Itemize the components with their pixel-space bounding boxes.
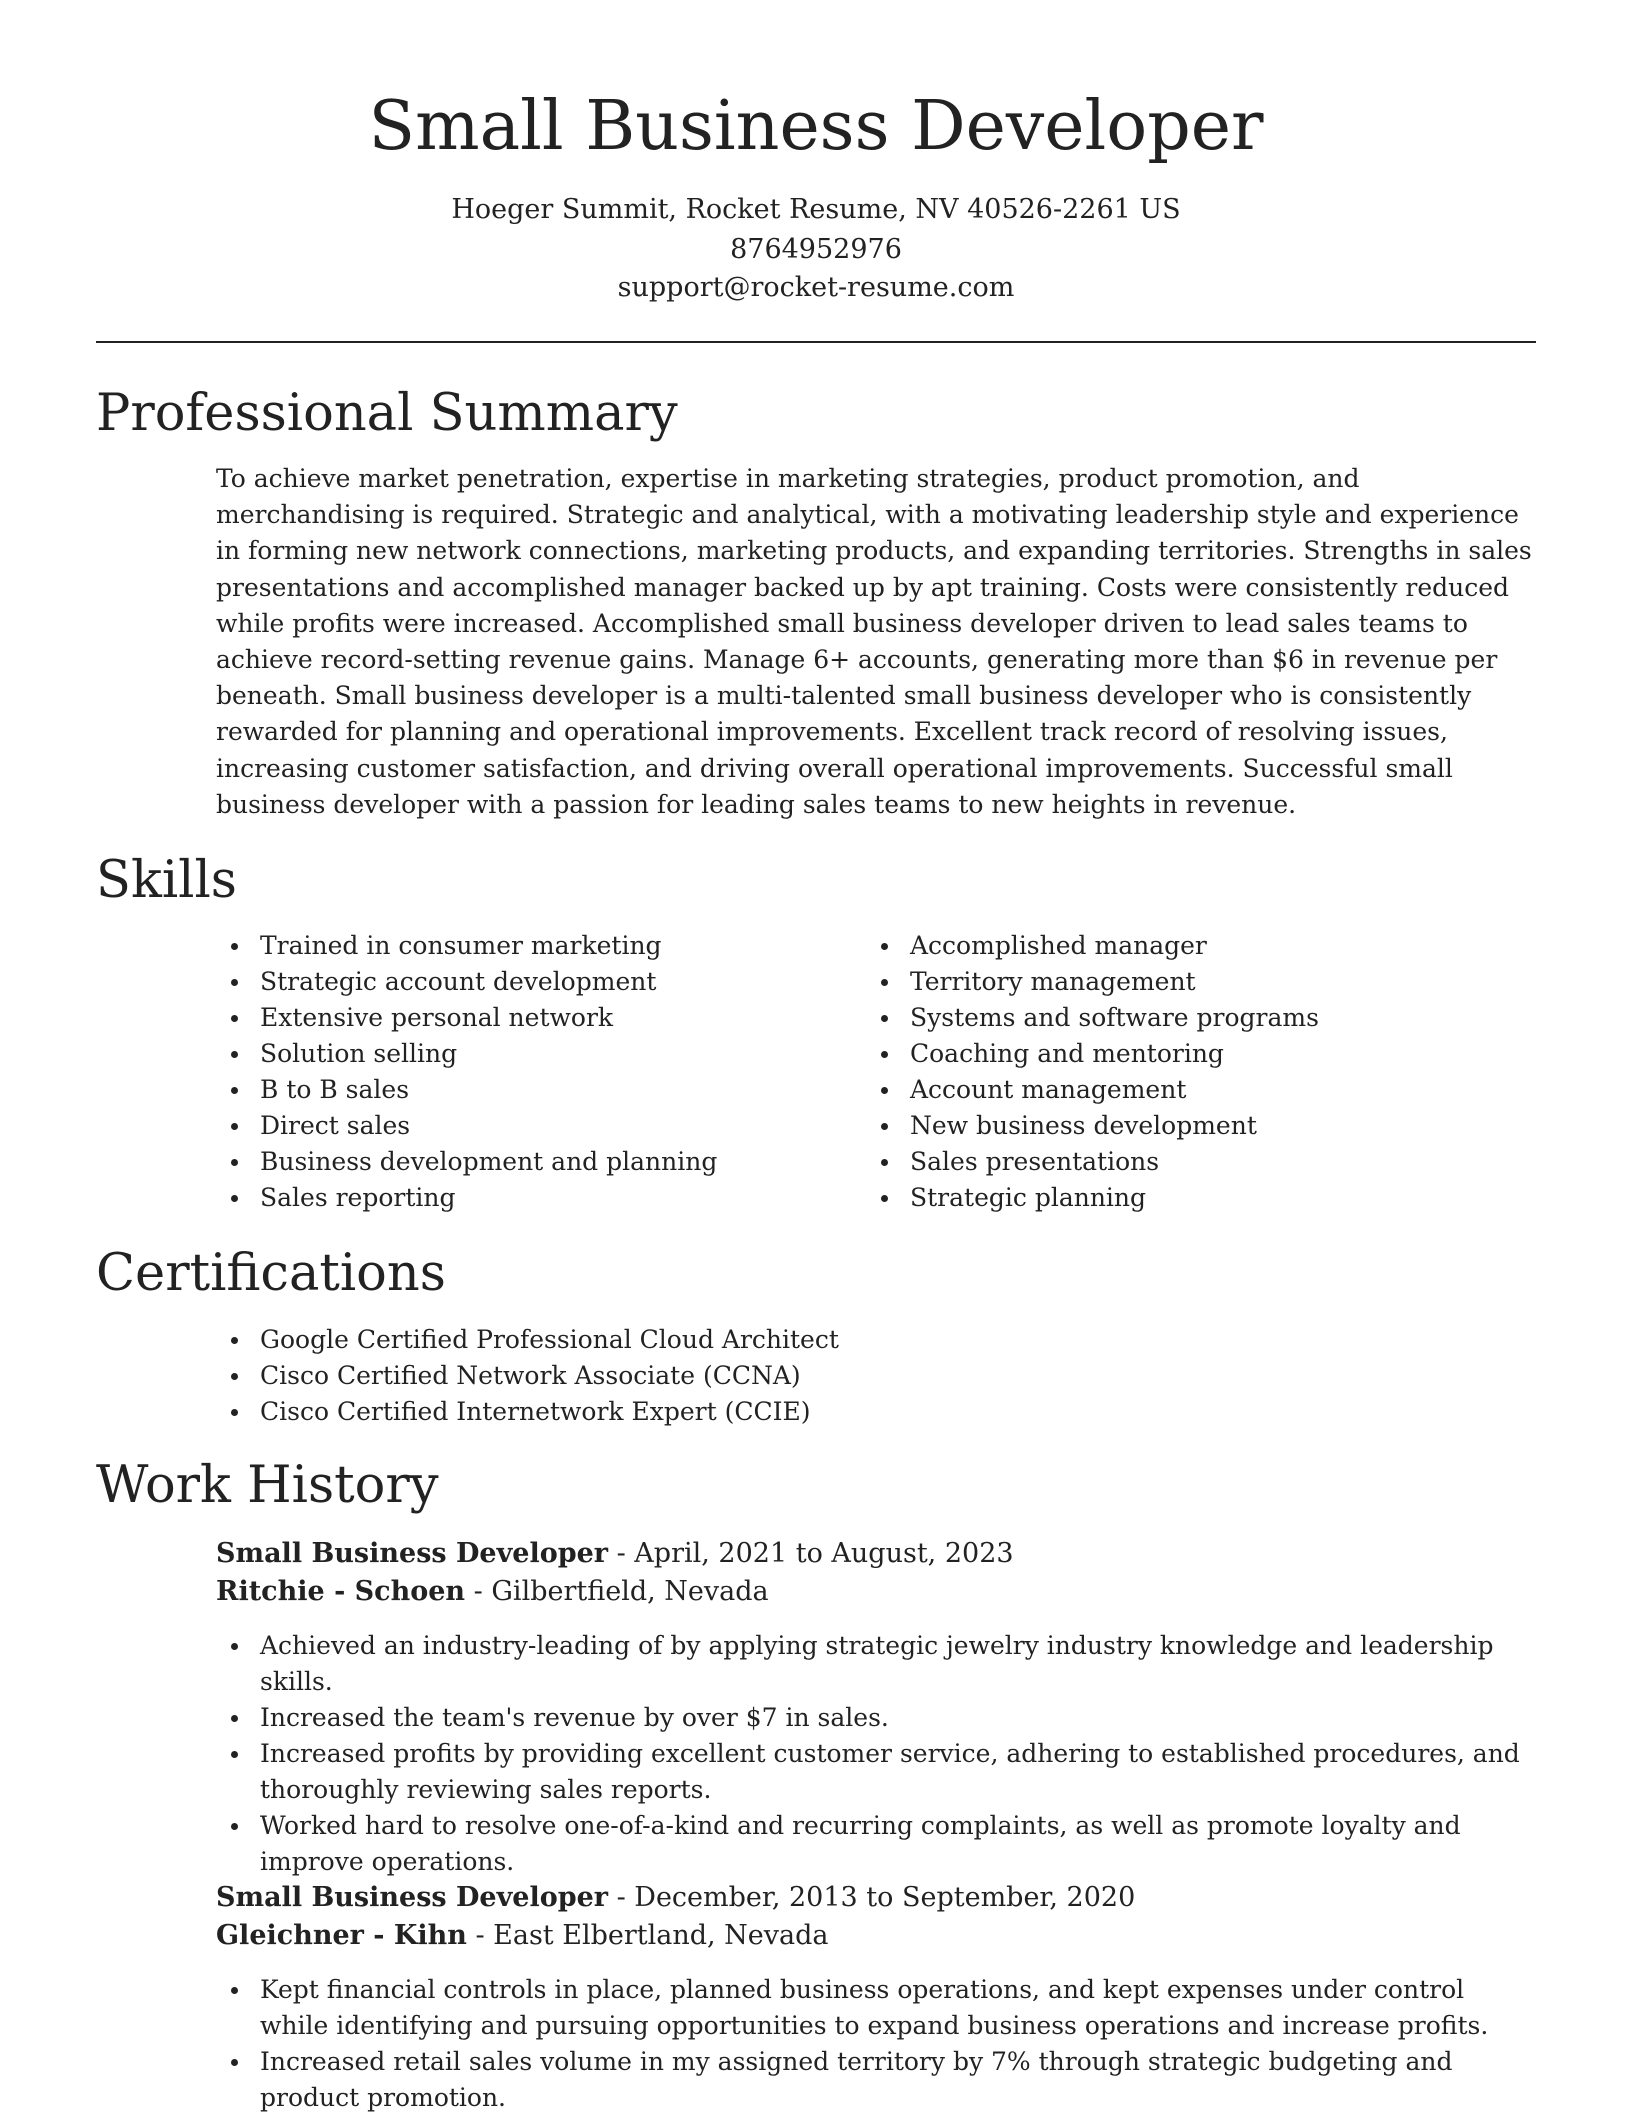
bullet-icon [231,1715,238,1722]
list-item [866,1180,1526,1216]
bullet-icon [231,1337,238,1344]
certification-label: Google Certified Professional Cloud Architect [260,1325,839,1354]
list-item [216,1736,1538,1808]
list-item [866,1036,1526,1072]
job-bullet-text: Worked hard to resolve one-of-a-kind and recurring complaints, as well as promote loyalty and improve operations. [260,1811,1461,1876]
skill-label: Extensive personal network [260,1003,614,1032]
job-bullet-text: Increased retail sales volume in my assigned territory by 7% through strategic budgeting and product promotion. [260,2047,1453,2112]
job-bullet-text: Increased profits by providing excellent customer service, adhering to established procedures, and thoroughly reviewing sales reports. [260,1739,1520,1804]
job-company-line [216,1573,769,1611]
bullet-icon [231,1087,238,1094]
list-item [216,928,836,964]
contact-phone: 8764952976 [730,234,902,265]
certification-label: Cisco Certified Internetwork Expert (CCIE) [260,1397,811,1426]
skill-label: Trained in consumer marketing [260,931,662,960]
job-role: Small Business Developer [216,1538,609,1569]
bullet-icon [231,1373,238,1380]
job-bullets [216,1972,1538,2116]
skill-label: Strategic planning [910,1183,1147,1212]
bullet-icon [231,1051,238,1058]
job-title-line [216,1535,1014,1573]
job-dates: - December, 2013 to September, 2020 [608,1882,1136,1913]
skill-label: Systems and software programs [910,1003,1319,1032]
skill-label: Territory management [910,967,1196,996]
bullet-icon [231,1823,238,1830]
bullet-icon [881,1159,888,1166]
list-item [216,1072,836,1108]
bullet-icon [231,1987,238,1994]
summary-text: To achieve market penetration, expertise in marketing strategies, product promotion, and merchandising is required. Strategic and analytical, with a motivating leadership style and experience in forming new network connections, marketing products, and expanding territories. Strengths in sales presentations and accomplished manager backed up by apt training. Costs were consistently reduced while profits were increased. Accomplished small business developer driven to lead sales teams to achieve record-setting revenue gains. Manage 6+ accounts, generating more than $6 in revenue per beneath. Small business developer is a multi-talented small business developer who is consistently rewarded for planning and operational improvements. Excellent track record of resolving issues, increasing customer satisfaction, and driving overall operational improvements. Successful small business developer with a passion for leading sales teams to new heights in revenue. [216,464,1532,819]
list-item [216,964,836,1000]
job-bullet-text: Achieved an industry-leading of by applying strategic jewelry industry knowledge and leadership skills. [260,1631,1494,1696]
job-dates: - April, 2021 to August, 2023 [608,1538,1014,1569]
list-item [216,1972,1538,2044]
job-location: - Gilbertfield, Nevada [465,1576,769,1607]
list-item [866,1144,1526,1180]
skill-label: Sales reporting [260,1183,456,1212]
bullet-icon [231,1409,238,1416]
skill-label: B to B sales [260,1075,410,1104]
list-item [216,1036,836,1072]
bullet-icon [231,1123,238,1130]
list-item [866,964,1526,1000]
skills-list-right [866,928,1526,1216]
job-location: - East Elbertland, Nevada [466,1920,829,1951]
list-item [216,1808,1538,1880]
list-item [216,1108,836,1144]
job-bullet-text: Increased the team's revenue by over $7 in sales. [260,1703,889,1732]
job-company: Gleichner - Kihn [216,1920,467,1951]
list-item [216,1322,1538,1358]
list-item [216,1358,1538,1394]
skill-label: Solution selling [260,1039,458,1068]
skill-label: Accomplished manager [910,931,1207,960]
skill-label: Sales presentations [910,1147,1160,1176]
job-bullets [216,1628,1538,1880]
skill-label: Strategic account development [260,967,657,996]
bullet-icon [231,1159,238,1166]
bullet-icon [231,1751,238,1758]
bullet-icon [231,1015,238,1022]
bullet-icon [231,979,238,986]
bullet-icon [231,943,238,950]
list-item [216,1394,1538,1430]
section-title-certifications: Certifications [96,1244,446,1303]
contact-address: Hoeger Summit, Rocket Resume, NV 40526-2261 US [451,194,1181,225]
skill-label: Direct sales [260,1111,411,1140]
skill-label: Coaching and mentoring [910,1039,1224,1068]
contact-email: support@rocket-resume.com [617,272,1015,303]
bullet-icon [231,2059,238,2066]
bullet-icon [881,1015,888,1022]
list-item [216,2044,1538,2116]
bullet-icon [231,1195,238,1202]
bullet-icon [881,1087,888,1094]
list-item [866,928,1526,964]
skill-label: Account management [910,1075,1187,1104]
skills-list-left [216,928,836,1216]
job-company: Ritchie - Schoen [216,1576,466,1607]
bullet-icon [231,1643,238,1650]
job-role: Small Business Developer [216,1882,609,1913]
bullet-icon [881,1123,888,1130]
list-item [216,1144,836,1180]
header-divider [96,341,1536,343]
list-item [866,1072,1526,1108]
list-item [216,1180,836,1216]
certifications-list [216,1322,1538,1430]
list-item [866,1108,1526,1144]
job-company-line [216,1917,829,1955]
skill-label: Business development and planning [260,1147,718,1176]
job-bullet-text: Kept financial controls in place, planned business operations, and kept expenses under control while identifying and pursuing opportunities to expand business operations and increase profits. [260,1975,1489,2040]
section-title-skills: Skills [96,851,237,910]
list-item [216,1628,1538,1700]
skill-label: New business development [910,1111,1257,1140]
bullet-icon [881,1051,888,1058]
bullet-icon [881,1195,888,1202]
section-title-work-history: Work History [96,1456,439,1515]
list-item [216,1700,1538,1736]
list-item [866,1000,1526,1036]
bullet-icon [881,943,888,950]
certification-label: Cisco Certified Network Associate (CCNA) [260,1361,801,1390]
job-title-line [216,1879,1135,1917]
section-title-summary: Professional Summary [96,384,678,443]
bullet-icon [881,979,888,986]
candidate-name: Small Business Developer [368,87,1264,166]
list-item [216,1000,836,1036]
